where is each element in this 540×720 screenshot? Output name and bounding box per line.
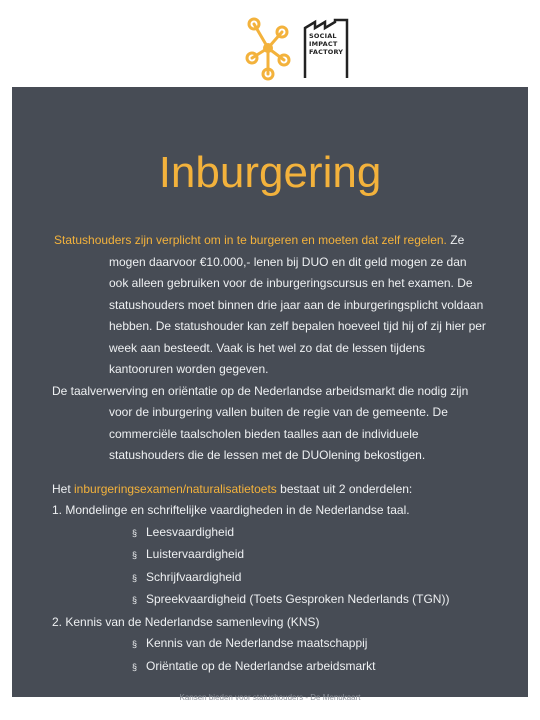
exam-prefix: Het bbox=[52, 481, 75, 496]
exam-highlight: inburgeringsexamen/naturalisatietoets bbox=[74, 481, 277, 496]
slide-body bbox=[12, 230, 528, 678]
list-item: § Spreekvaardigheid (Toets Gesproken Nederlands (TGN)) bbox=[132, 589, 528, 612]
bullet-icon: § bbox=[132, 639, 138, 649]
list-item: § Oriëntatie op de Nederlandse arbeidsmarkt bbox=[132, 656, 528, 679]
language-paragraph: De taalverwerving en oriëntatie op de Nederlandse arbeidsmarkt die nodig zijn voor de inburgering vallen buiten de regie van de gemeente. De commerciële taalscholen bieden taalles aan de individuele statushouders die de lessen met de DUOlening bekostigen. bbox=[52, 383, 469, 462]
exam-suffix: bestaat uit 2 onderdelen: bbox=[276, 481, 413, 496]
exam-intro bbox=[12, 479, 528, 501]
social-impact-factory-logo bbox=[303, 18, 349, 80]
molecule-logo-icon bbox=[244, 14, 292, 82]
intro-rest: Ze mogen daarvoor €10.000,- lenen bij DUO en dit geld mogen ze dan ook alleen gebruiken voor de inburgeringscursus en het examen. De statushouders moet binnen drie jaar aan de inburgeringsplicht voldaan hebben. De statushouder kan zelf bepalen hoeveel tijd hij of zij hier per week aan besteedt. Vaak is het wel zo dat de lessen tijdens kantooruren worden gegeven. bbox=[109, 233, 486, 376]
logo-wordmark: SOCIAL IMPACT FACTORY bbox=[309, 32, 344, 56]
numbered-item-2: 2. Kennis van de Nederlandse samenleving (KNS) bbox=[52, 614, 320, 629]
header-logos bbox=[0, 12, 540, 82]
list-item: § Luistervaardigheid bbox=[132, 544, 528, 567]
list-item: § Kennis van de Nederlandse maatschappij bbox=[132, 633, 528, 656]
bullet-icon: § bbox=[132, 661, 138, 672]
numbered-item-1: 1. Mondelinge en schriftelijke vaardigheden in de Nederlandse taal. bbox=[52, 503, 410, 517]
item1-bullet-list bbox=[12, 522, 528, 612]
footer-caption: Kansen bieden voor statushouders - De Menukaart bbox=[179, 693, 361, 702]
bullet-icon: § bbox=[132, 527, 138, 538]
item2-bullet-list bbox=[12, 633, 528, 678]
intro-paragraph bbox=[12, 230, 528, 381]
bullet-icon: § bbox=[132, 550, 138, 560]
bullet-icon: § bbox=[132, 595, 138, 605]
list-item: § Leesvaardigheid bbox=[132, 522, 528, 545]
list-item: § Schrijfvaardigheid bbox=[132, 567, 528, 590]
slide-title: Inburgering bbox=[158, 148, 382, 197]
slide-panel bbox=[12, 87, 528, 697]
intro-highlight: Statushouders zijn verplicht om in te burgeren en moeten dat zelf regelen. bbox=[54, 233, 447, 247]
bullet-icon: § bbox=[132, 572, 138, 583]
